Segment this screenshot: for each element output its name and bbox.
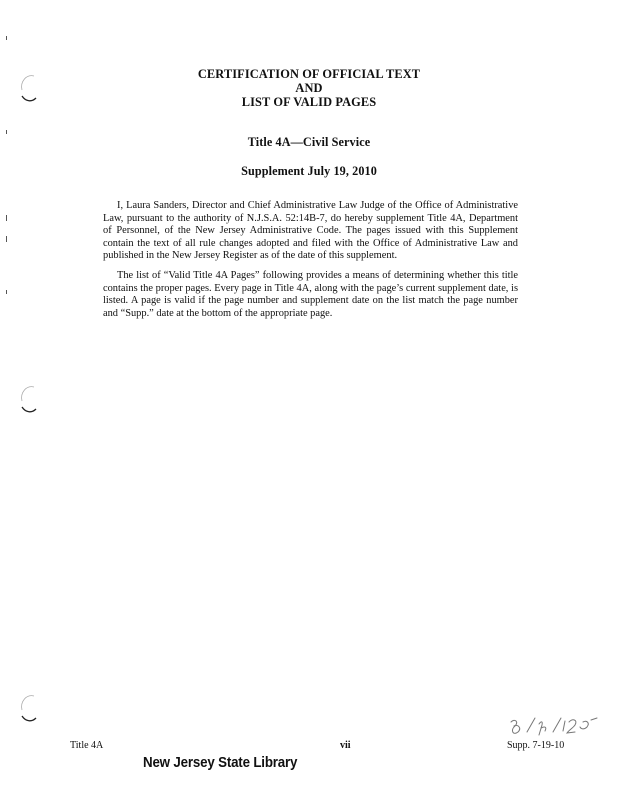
footer-title: Title 4A [70, 740, 104, 751]
heading-and: AND [295, 81, 323, 95]
handwritten-date-signature [505, 710, 605, 740]
title-heading: Title 4A—Civil Service [247, 135, 371, 149]
valid-pages-paragraph: The list of “Valid Title 4A Pages” following provides a means of determining whether this title contains the proper pages. Every page in Title 4A, along with the page’s current supplement date, is listed. A page is valid if the page number and supplement date on the list match the page number and “Supp.” date at the bottom of the appropriate page. [103, 270, 518, 319]
scan-speck [6, 36, 7, 40]
punch-hole-mark [16, 72, 46, 106]
heading-certification: CERTIFICATION OF OFFICIAL TEXT [197, 67, 421, 81]
scan-speck [6, 290, 7, 294]
scan-speck [6, 130, 7, 134]
library-stamp: New Jersey State Library [143, 755, 298, 771]
footer-page-number: vii [340, 740, 351, 751]
scan-speck [6, 236, 7, 242]
footer-supplement: Supp. 7-19-10 [507, 740, 565, 751]
scan-speck [6, 215, 7, 221]
supplement-date-heading: Supplement July 19, 2010 [241, 164, 377, 178]
punch-hole-mark [16, 692, 46, 726]
certification-paragraph: I, Laura Sanders, Director and Chief Administrative Law Judge of the Office of Administrative Law, pursuant to the authority of N.J.S.A. 52:14B-7, do hereby supplement Title 4A, Department of Personnel, of the New Jersey Administrative Code. The pages issued with this Supplement contain the text of all rule changes adopted and filed with the Office of Administrative Law and published in the New Jersey Register as of the date of this supplement. [103, 200, 518, 262]
punch-hole-mark [16, 383, 46, 417]
heading-list-of-valid-pages: LIST OF VALID PAGES [241, 95, 377, 109]
